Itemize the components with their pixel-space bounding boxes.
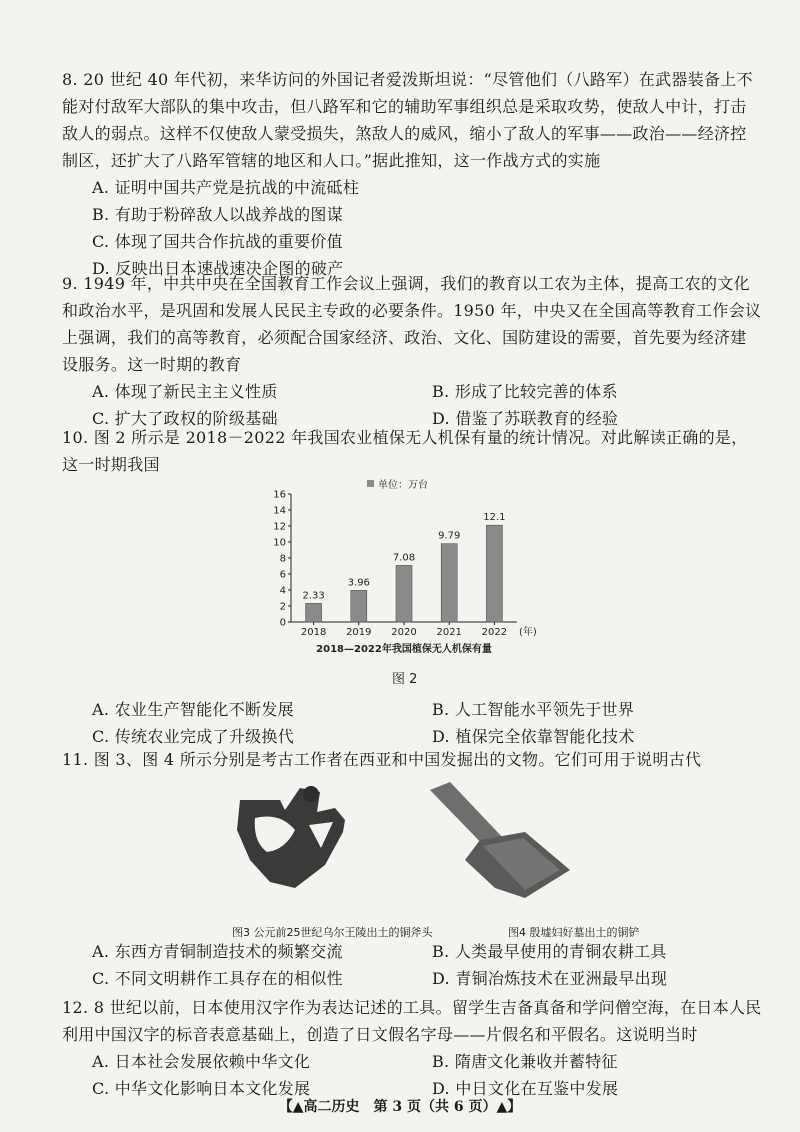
bar-value-label: 9.79 bbox=[438, 530, 461, 542]
bar bbox=[306, 603, 322, 622]
question-10-option-d[interactable]: D. 植保完全依靠智能化技术 bbox=[432, 727, 635, 746]
y-tick-label: 6 bbox=[279, 569, 286, 581]
page-footer: 【▲高二历史 第 3 页（共 6 页）▲】 bbox=[278, 1099, 522, 1115]
question-9-stem: 9. 1949 年，中共中央在全国教育工作会议上强调，我们的教育以工农为主体，提高工农的文化和政治水平，是巩固和发展人民民主专政的必要条件。1950 年，中央又在全国高等教育工作会议上强调，我们的高等教育，必须配合国家经济、政治、文化、国防建设的需要，首先要为经济建设服务。这一时期的教育 bbox=[62, 274, 762, 374]
question-11-options bbox=[62, 938, 762, 992]
bar-value-label: 3.96 bbox=[347, 577, 370, 589]
question-12-option-b[interactable]: B. 隋唐文化兼收并蓄特征 bbox=[432, 1052, 618, 1071]
question-11-option-c[interactable]: C. 不同文明耕作工具存在的相似性 bbox=[92, 969, 343, 988]
question-11-option-a[interactable]: A. 东西方青铜制造技术的频繁交流 bbox=[92, 942, 343, 961]
question-10-stem: 10. 图 2 所示是 2018－2022 年我国农业植保无人机保有量的统计情况。对此解读正确的是，这一时期我国 bbox=[62, 428, 748, 474]
x-tick-label: 2018 bbox=[300, 627, 327, 638]
question-12-option-c[interactable]: C. 中华文化影响日本文化发展 bbox=[92, 1079, 311, 1098]
x-tick-label: 2022 bbox=[481, 627, 508, 638]
y-tick-label: 12 bbox=[273, 521, 286, 533]
question-9-option-a[interactable]: A. 体现了新民主主义性质 bbox=[92, 382, 278, 401]
bronze-shovel-image bbox=[430, 782, 570, 898]
question-11-option-b[interactable]: B. 人类最早使用的青铜农耕工具 bbox=[432, 942, 667, 961]
question-10-option-c[interactable]: C. 传统农业完成了升级换代 bbox=[92, 727, 295, 746]
y-tick-label: 10 bbox=[273, 537, 286, 549]
chart-title: 2018—2022年我国植保无人机保有量 bbox=[316, 644, 492, 655]
question-10 bbox=[62, 424, 762, 478]
question-9-option-c[interactable]: C. 扩大了政权的阶级基础 bbox=[92, 409, 278, 428]
figure-4-caption: 图4 殷墟妇好墓出土的铜铲 bbox=[508, 926, 640, 939]
question-8-option-d[interactable]: D. 反映出日本速战速决企图的破产 bbox=[92, 259, 344, 278]
question-10-option-b[interactable]: B. 人工智能水平领先于世界 bbox=[432, 700, 635, 719]
x-tick-label: 2020 bbox=[391, 627, 417, 638]
drone-bar-chart bbox=[255, 478, 555, 656]
question-12 bbox=[62, 994, 762, 1102]
legend-label: 单位：万台 bbox=[378, 480, 428, 491]
bar-value-label: 2.33 bbox=[302, 590, 325, 602]
question-8-stem: 8. 20 世纪 40 年代初，来华访问的外国记者爱泼斯坦说：“尽管他们（八路军）在武器装备上不能对付敌军大部队的集中攻击，但八路军和它的辅助军事组织总是采取攻势，使敌人中计，打击敌人的弱点。这样不仅使敌人蒙受损失，煞敌人的威风，缩小了敌人的军事——政治——经济控制区，还扩大了八路军管辖的地区和人口。”据此推知，这一作战方式的实施 bbox=[62, 70, 753, 170]
question-9 bbox=[62, 270, 762, 432]
question-8-option-a[interactable]: A. 证明中国共产党是抗战的中流砥柱 bbox=[92, 178, 360, 197]
y-tick-label: 14 bbox=[273, 505, 286, 517]
y-tick-label: 8 bbox=[279, 553, 286, 565]
bar bbox=[486, 525, 502, 622]
question-11-option-d[interactable]: D. 青铜冶炼技术在亚洲最早出现 bbox=[432, 969, 668, 988]
y-tick-label: 16 bbox=[273, 489, 286, 501]
question-12-option-a[interactable]: A. 日本社会发展依赖中华文化 bbox=[92, 1052, 311, 1071]
question-8 bbox=[62, 66, 762, 282]
question-8-option-b[interactable]: B. 有助于粉碎敌人以战养战的图谋 bbox=[92, 205, 344, 224]
question-9-option-b[interactable]: B. 形成了比较完善的体系 bbox=[432, 382, 618, 401]
chart-svg bbox=[255, 478, 555, 656]
question-10-option-a[interactable]: A. 农业生产智能化不断发展 bbox=[92, 700, 294, 719]
question-12-option-d[interactable]: D. 中日文化在互鉴中发展 bbox=[432, 1079, 619, 1098]
question-8-option-c[interactable]: C. 体现了国共合作抗战的重要价值 bbox=[92, 232, 343, 251]
bar bbox=[351, 590, 367, 622]
question-11 bbox=[62, 746, 762, 773]
question-12-options bbox=[62, 1048, 762, 1102]
y-tick-label: 2 bbox=[279, 601, 286, 613]
bar bbox=[441, 544, 457, 622]
bar-value-label: 12.1 bbox=[483, 512, 506, 524]
bar bbox=[396, 565, 412, 622]
question-10-options bbox=[62, 696, 762, 750]
question-9-option-d[interactable]: D. 借鉴了苏联教育的经验 bbox=[432, 409, 619, 428]
figure-3-caption: 图3 公元前25世纪乌尔王陵出土的铜斧头 bbox=[232, 926, 433, 939]
bar-value-label: 7.08 bbox=[392, 552, 416, 564]
legend-swatch bbox=[367, 480, 374, 487]
artifact-images bbox=[225, 770, 605, 920]
question-12-stem: 12. 8 世纪以前，日本使用汉字作为表达记述的工具。留学生吉备真备和学问僧空海，在日本人民利用中国汉字的标音表意基础上，创造了日文假名字母——片假名和平假名。这说明当时 bbox=[62, 998, 762, 1044]
x-tick-label: 2019 bbox=[346, 627, 372, 638]
x-unit-label: (年) bbox=[519, 627, 537, 638]
x-tick-label: 2021 bbox=[436, 627, 462, 638]
y-tick-label: 0 bbox=[279, 617, 286, 629]
y-tick-label: 4 bbox=[279, 585, 286, 597]
figure-2-label: 图 2 bbox=[392, 672, 418, 687]
question-10-options-block bbox=[62, 696, 762, 750]
question-11-options-block bbox=[62, 938, 762, 992]
question-8-options bbox=[62, 174, 762, 282]
question-11-stem: 11. 图 3、图 4 所示分别是考古工作者在西亚和中国发掘出的文物。它们可用于说明古代 bbox=[62, 750, 702, 769]
bronze-axe-image bbox=[237, 786, 345, 888]
